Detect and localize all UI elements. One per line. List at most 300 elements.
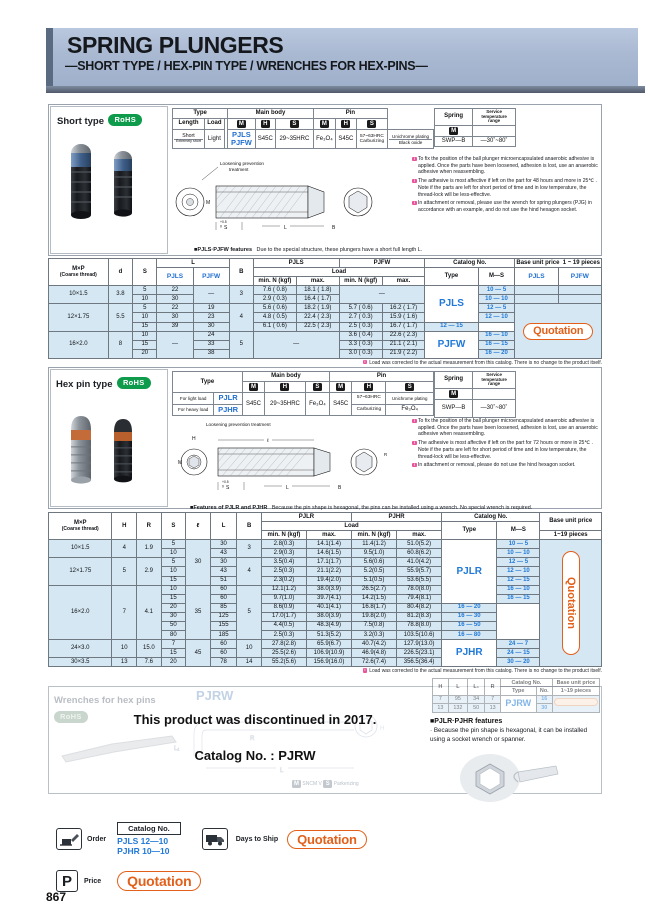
cell-lr-max: 51.3(5.2) (306, 631, 351, 640)
spec-code-pjhr: PJHR (214, 404, 242, 416)
cell-s: 15 (161, 649, 186, 658)
page-header-banner (46, 28, 638, 86)
cell-l-pjls: 22 (157, 286, 193, 295)
spec-pin-h: 57~63HRC Carburizing (356, 129, 387, 149)
cell-lr-max: 14.6(1.5) (306, 549, 351, 558)
svg-text:H: H (192, 436, 196, 442)
spec-load-heavy: For heavy load (173, 404, 214, 416)
cell-s: 80 (161, 631, 186, 640)
cell-s: 10 (161, 549, 186, 558)
wrench-label: Wrenches for hex pins (54, 695, 156, 706)
spec-body-s: Fe₃O₄ (305, 392, 329, 415)
cell-pjls-max: 22.4 ( 2.3) (296, 313, 339, 322)
price-label: Price (84, 877, 102, 885)
spec-code-pjls: PJLS (231, 129, 251, 139)
quotation-cell-short (515, 304, 602, 358)
table-row (49, 658, 602, 667)
note-item: ! The adhesive is most affective if left on the part for 48 hours and more in 25℃ . Note if the parts are left for short period of time and in low temperature, the thread-lock will be less-effective. (412, 178, 598, 198)
cell-mxp: 12×1.75 (49, 558, 112, 585)
quotation-cell-hex (540, 540, 602, 667)
cell-lr-max: 156.9(16.0) (306, 658, 351, 667)
order-block (56, 822, 367, 892)
cell-hr-max: 79.4(8.1) (397, 594, 442, 603)
cell-b: 4 (229, 304, 253, 331)
wrench-code: PJRW (196, 688, 234, 703)
col-l-pjfw: PJFW (193, 268, 229, 286)
short-type-footnote: ! Load was corrected to the actual measurement from this catalog. There is no change to the product itself. (364, 358, 602, 366)
table-row (49, 585, 602, 594)
hex-pin-drawing (172, 416, 408, 494)
price-value[interactable]: Quotation (117, 871, 201, 891)
cell-hr-max: 78.0(8.0) (397, 585, 442, 594)
cell-hr-min: 14.2(1.5) (352, 594, 397, 603)
col-pjls-min: min. N (kgf) (253, 277, 296, 286)
cell-h: 7 (433, 695, 449, 703)
cell-hr-max: 81.2(8.3) (397, 612, 442, 621)
cell-l-pjfw: 23 (193, 313, 229, 322)
note-item: ! To fix the position of the ball plunger microencapsulated anaerobic adhesive is applied. Once the parts have been loosened, adhesion is lost, use an anaerobic adhesive when reassembling. (412, 418, 598, 438)
spec-header-pin: Pin (313, 109, 387, 119)
cell-l-pjfw: 30 (193, 322, 229, 331)
svg-text:Loosening prevention treatment: Loosening prevention treatment (206, 422, 271, 427)
cell-mxp: 12×1.75 (49, 304, 109, 331)
col-qty: 1~19 pieces (552, 687, 599, 695)
cell-l: 125 (210, 612, 237, 621)
mark-m-icon: M (294, 781, 299, 787)
col-r: R (485, 679, 501, 696)
spec-length-sub: Extremely short (174, 139, 203, 144)
spec-pin-s: Unichrome plating (386, 392, 434, 404)
cell-lr-min: 12.1(1.2) (261, 585, 306, 594)
cell-mxp: 30×3.5 (49, 658, 112, 667)
cell-r: 13 (485, 704, 501, 712)
cell-l: 185 (210, 631, 237, 640)
col-pjhr-max: max. (397, 531, 442, 540)
cell-ms: 12 — 10 (478, 313, 515, 322)
table-row (49, 286, 602, 295)
hex-pin-label: Hex pin type (56, 379, 113, 390)
cell-ms: 24 — 15 (497, 649, 540, 658)
cell-no: 16 (536, 695, 552, 703)
cell-hr-max: 60.8(6.2) (397, 549, 442, 558)
cell-l1: 34 (468, 695, 485, 703)
cell-hr-max: 356.5(36.4) (397, 658, 442, 667)
spec-header-length: Length (173, 118, 205, 129)
cell-l-pjfw: 19 (193, 304, 229, 313)
cell-pjfw-max: 21.9 ( 2.2) (382, 349, 425, 358)
cell-ms: 16 — 80 (442, 631, 497, 640)
svg-text:S: S (224, 225, 228, 231)
col-catalog-group: Catalog No. (500, 679, 552, 687)
cell-ms: 16 — 20 (442, 603, 497, 612)
svg-text:Loosening prevention: Loosening prevention (220, 161, 264, 166)
cell-lr-max: 48.3(4.9) (306, 621, 351, 630)
spec-mark-body-s: S (305, 381, 329, 392)
cell-d: 8 (108, 331, 132, 358)
quotation-badge[interactable]: Quotation (562, 551, 580, 655)
col-qty: 1~19 pieces (540, 531, 602, 540)
cell-s: 10 (133, 331, 157, 340)
col-pjfw-group: PJFW (339, 259, 425, 268)
cell-lr-max: 14.1(1.4) (306, 540, 351, 549)
cell-pjls-max: 18.2 ( 1.9) (296, 304, 339, 313)
cell-b: 5 (237, 585, 262, 639)
spec-mark-body-m: M (228, 118, 255, 129)
cell-lr-min: 2.9(0.3) (261, 549, 306, 558)
days-to-ship-value[interactable]: Quotation (287, 830, 367, 849)
cell-l: 51 (210, 576, 237, 585)
cell-l: 60 (210, 649, 237, 658)
spec-service-value: —30˚~80˚ (473, 136, 516, 146)
cell-l-pjls: 39 (157, 322, 193, 331)
col-pjls-group: PJLS (253, 259, 339, 268)
cell-hr-min: 7.5(0.8) (352, 621, 397, 630)
col-pjls-max: max. (296, 277, 339, 286)
spec-code-pjfw: PJFW (230, 138, 252, 148)
cell-pjls-max: 22.5 ( 2.3) (296, 322, 339, 331)
col-b: B (237, 513, 262, 540)
hex-pin-notes (412, 418, 598, 471)
cell-lr-max: 40.1(4.1) (306, 603, 351, 612)
cell-type-pjls: PJLS (425, 286, 478, 322)
spec-pin-s-2: Fe₃O₄ (386, 404, 434, 416)
cell-pjls-min: 6.1 ( 0.6) (253, 322, 296, 331)
short-type-drawing (172, 152, 406, 234)
cell-lr-min: 2.3(0.2) (261, 576, 306, 585)
cell-lr-max: 65.9(6.7) (306, 640, 351, 649)
col-pjfw-min: min. N (kgf) (339, 277, 382, 286)
cell-pjfw-min: 2.7 ( 0.3) (339, 313, 382, 322)
cell-lr-min: 8.6(0.9) (261, 603, 306, 612)
cell-ms: 16 — 10 (478, 331, 515, 340)
short-type-product-image (51, 131, 167, 249)
cell-hr-min: 19.8(2.0) (352, 612, 397, 621)
cell-hr-max: 78.8(8.0) (397, 621, 442, 630)
cell-r: 7 (485, 695, 501, 703)
cell-el: 35 (186, 585, 211, 639)
col-no: No. (536, 687, 552, 695)
cell-pjls-min: 7.6 ( 0.8) (253, 286, 296, 295)
cell-l: 30 (210, 540, 237, 549)
col-price-pjfw: PJFW (558, 268, 601, 286)
svg-text:B: B (338, 485, 342, 491)
cell-hr-min: 5.6(0.6) (352, 558, 397, 567)
cell-pjls-max: 16.4 ( 1.7) (296, 295, 339, 304)
spec-mark-body-m: M (242, 381, 264, 392)
cell-s: 10 (161, 585, 186, 594)
svg-text:ℓ: ℓ (267, 438, 269, 444)
cell-h: 4 (112, 540, 137, 558)
spec-body-h: 29~35HRC (265, 392, 306, 415)
cell-pjfw-min: 3.6 ( 0.4) (339, 331, 382, 340)
cell-ms: 12 — 15 (425, 322, 478, 331)
col-r: R (137, 513, 162, 540)
cell-l: 60 (210, 594, 237, 603)
spec-header-service: Service temperature range (473, 109, 516, 126)
order-catalog-label: Catalog No. (117, 822, 181, 835)
cell-hr-max: 103.5(10.6) (397, 631, 442, 640)
cell-hr-min: 5.2(0.5) (352, 567, 397, 576)
note-item: ! To fix the position of the ball plunger microencapsulated anaerobic adhesive is applied. Once the parts have been loosened, adhesion is lost, use an anaerobic adhesive when reassembling. (412, 156, 598, 176)
hex-pin-data-table (48, 512, 602, 667)
cell-s: 15 (133, 340, 157, 349)
cell-s: 20 (161, 658, 186, 667)
svg-text:L₁: L₁ (174, 746, 180, 752)
cell-pjfw-max: 22.6 ( 2.3) (382, 331, 425, 340)
short-type-notes (412, 156, 598, 216)
spec-header-main-body: Main body (228, 109, 313, 119)
cell-pjfw-min: 3.0 ( 0.3) (339, 349, 382, 358)
cell-ms: 10 — 5 (478, 286, 515, 295)
cell-pjls-min: 4.8 ( 0.5) (253, 313, 296, 322)
svg-text:M: M (206, 200, 211, 206)
col-mxp: M×P (Coarse thread) (49, 259, 109, 286)
svg-text:H: H (380, 726, 384, 732)
price-icon: P (56, 870, 78, 892)
feature-text: Due to the special structure, these plungers have a short full length L. (256, 247, 423, 253)
short-type-product-cell (50, 106, 168, 254)
spec-header-service: Service temperature range (473, 372, 516, 389)
cell-hr-max: 53.6(5.5) (397, 576, 442, 585)
spec-header-spring: Spring (435, 372, 473, 389)
quotation-badge[interactable]: Quotation (523, 323, 593, 340)
order-icon (56, 828, 82, 850)
rohs-badge: RoHS (108, 114, 142, 126)
col-l1: L₁ (468, 679, 485, 696)
cell-el: 30 (186, 540, 211, 585)
cell-pjls-max: 18.1 ( 1.8) (296, 286, 339, 295)
rohs-badge: RoHS (54, 711, 88, 723)
spec-header-pin: Pin (330, 372, 434, 382)
spec-pin-m: S45C (330, 392, 352, 415)
features-heading: ■PJLR·PJHR features (430, 718, 503, 725)
cell-lr-min: 27.8(2.8) (261, 640, 306, 649)
col-price-pjls: PJLS (515, 268, 558, 286)
page-number: 867 (46, 890, 67, 904)
cell-l-pjfw: — (193, 286, 229, 304)
table-row (49, 304, 602, 313)
cell-lr-min: 2.8(0.3) (261, 540, 306, 549)
cell-mxp: 24×3.0 (49, 640, 112, 658)
svg-text:0: 0 (222, 484, 224, 489)
short-type-data-table (48, 258, 602, 359)
svg-text:0: 0 (220, 224, 222, 229)
table-row (49, 540, 602, 549)
spec-mark-body-h: H (265, 381, 306, 392)
col-l: L (448, 679, 467, 696)
cell-ms: 16 — 15 (497, 594, 540, 603)
cell-ms: 16 — 20 (478, 349, 515, 358)
cell-ms: 12 — 10 (497, 567, 540, 576)
spec-mark-pin-s: S (356, 118, 387, 129)
cell-pjfw-max: 15.9 ( 1.6) (382, 313, 425, 322)
warning-icon: ! (364, 667, 366, 673)
cell-s: 15 (133, 322, 157, 331)
spec-mark-pin-m: M (313, 118, 335, 129)
col-pjlr-group: PJLR (261, 513, 351, 522)
cell-h: 13 (433, 704, 449, 712)
cell-l-pjfw: 33 (193, 340, 229, 349)
svg-text:+0.5: +0.5 (222, 480, 229, 484)
spec-mark-spring: M (435, 125, 473, 136)
col-catalog-group: Catalog No. (425, 259, 515, 268)
cell-lr-min: 2.5(0.3) (261, 631, 306, 640)
cell-pjls-min: 2.9 ( 0.3) (253, 295, 296, 304)
cell-pjfw-min: 3.3 ( 0.3) (339, 340, 382, 349)
cell-mxp: 16×2.0 (49, 331, 109, 358)
cell-type-pjlr: PJLR (442, 540, 497, 604)
cell-b: 4 (237, 558, 262, 585)
spec-header-spring: Spring (435, 109, 473, 126)
pjlr-pjhr-features (430, 718, 602, 744)
page-subtitle: —SHORT TYPE / HEX-PIN TYPE / WRENCHES FOR HEX-PINS— (65, 59, 428, 74)
cell-lr-max: 19.4(2.0) (306, 576, 351, 585)
cell-lr-min: 25.5(2.6) (261, 649, 306, 658)
spec-mark-pin-s: S (386, 381, 434, 392)
table-row (49, 640, 602, 649)
spec-code-pjlr: PJLR (214, 392, 242, 404)
hex-pin-product-cell (50, 369, 168, 507)
cell-hr-max: 226.5(23.1) (397, 649, 442, 658)
cell-l-pjls: — (157, 331, 193, 358)
cell-price (552, 695, 599, 712)
cell-l-pjfw: 24 (193, 331, 229, 340)
cell-mxp: 10×1.5 (49, 286, 109, 304)
cell-lr-min: 3.5(0.4) (261, 558, 306, 567)
cell-s: 50 (161, 621, 186, 630)
feature-label: ■Features of PJLR and PJHR (190, 505, 268, 511)
note-item: ! The adhesive is most affective if left on the part for 72 hours or more in 25℃ . Note if the parts are left for short period of time and in low temperature, the thread-lock will be less-effective. (412, 440, 598, 460)
socket-wrench-illustration (452, 752, 562, 806)
col-pjlr-max: max. (306, 531, 351, 540)
mark-s-icon: S (323, 780, 332, 788)
spec-pin-h: 57~63HRC (352, 392, 386, 404)
cell-l: 30 (210, 558, 237, 567)
cell-mxp: 16×2.0 (49, 585, 112, 639)
wrench-table (432, 678, 600, 713)
cell-s: 5 (161, 558, 186, 567)
spec-header-type: Type (173, 109, 228, 119)
col-s: S (133, 259, 157, 286)
cell-l-pjfw: 38 (193, 349, 229, 358)
cell-hr-min: 46.9(4.8) (352, 649, 397, 658)
svg-text:L: L (280, 768, 284, 774)
col-catalog-group: Catalog No. (442, 513, 540, 522)
feature-label: ■PJLS·PJFW features (194, 247, 253, 253)
svg-text:R: R (384, 452, 388, 457)
cell-hr-min: 40.7(4.2) (352, 640, 397, 649)
cell-lr-max: 38.0(3.9) (306, 612, 351, 621)
cell-s: 30 (161, 612, 186, 621)
cell-ms: 10 — 5 (497, 540, 540, 549)
cell-pjfw-max: 16.2 ( 1.7) (382, 304, 425, 313)
col-el: ℓ (186, 513, 211, 540)
cell-r: 1.9 (137, 540, 162, 558)
cell-s: 10 (133, 295, 157, 304)
col-l: L (210, 513, 237, 540)
cell-lr-max: 21.1(2.2) (306, 567, 351, 576)
cell-s: 15 (161, 594, 186, 603)
cell-s: 20 (133, 349, 157, 358)
short-type-feature-line (194, 238, 594, 256)
spec-mark-pin-h: H (352, 381, 386, 392)
col-d: d (108, 259, 132, 286)
cell-ms: 12 — 5 (478, 304, 515, 313)
discontinued-message-line1: This product was discontinued in 2017. (133, 712, 377, 727)
spec-header-load: Load (204, 118, 224, 129)
cell-pjls-na: — (253, 331, 339, 358)
short-type-spec-table-wrap (172, 108, 434, 149)
hex-pin-footnote: ! Load was corrected to the actual measurement from this catalog. There is no change to the product itself. (364, 667, 602, 675)
feature-text: Because the pin shape is hexagonal, the pins can be installed using a wrench. No special wrench is required. (271, 505, 533, 511)
cell-ms: 30 — 20 (497, 658, 540, 667)
col-s: S (161, 513, 186, 540)
spec-mark-body-h: H (255, 118, 276, 129)
cell-lr-max: 39.7(4.1) (306, 594, 351, 603)
cell-hr-min: 9.5(1.0) (352, 549, 397, 558)
cell-l: 85 (210, 603, 237, 612)
cell-pjfw-min: 5.7 ( 0.6) (339, 304, 382, 313)
col-mxp: M×P (Coarse thread) (49, 513, 112, 540)
cell-d: 3.8 (108, 286, 132, 304)
cell-hr-min: 26.5(2.7) (352, 585, 397, 594)
cell-no: 30 (536, 704, 552, 712)
cell-hr-max: 55.9(5.7) (397, 567, 442, 576)
cell-lr-max: 17.1(1.7) (306, 558, 351, 567)
cell-l: 132 (448, 704, 467, 712)
cell-l: 95 (448, 695, 467, 703)
cell-hr-min: 5.1(0.5) (352, 576, 397, 585)
cell-hr-min: 3.2(0.3) (352, 631, 397, 640)
spec-mark-pin-m: M (330, 381, 352, 392)
short-type-spec-table (172, 108, 434, 149)
cell-s: 5 (133, 286, 157, 295)
page-title: SPRING PLUNGERS (67, 32, 284, 58)
cell-pjfw-min: 2.5 ( 0.3) (339, 322, 382, 331)
cell-pjls-min: 5.6 ( 0.6) (253, 304, 296, 313)
short-type-data-table-wrap (48, 258, 602, 366)
cell-d: 5.5 (108, 304, 132, 331)
table-row (49, 558, 602, 567)
cell-type-pjhr: PJHR (442, 640, 497, 667)
order-catalog-line-2: PJHR 10—10 (117, 846, 170, 856)
spec-load-value: Light (204, 129, 224, 149)
spec-pin-s: Unichrome plating Black oxide (388, 129, 434, 149)
cell-mxp: 10×1.5 (49, 540, 112, 558)
cell-price-pjfw (558, 286, 601, 295)
cell-l-pjls: 30 (157, 313, 193, 322)
spec-body-m: S45C (242, 392, 264, 415)
spec-header-type: Type (173, 372, 243, 393)
cell-l: 155 (210, 621, 237, 630)
cell-lr-min: 2.5(0.3) (261, 567, 306, 576)
cell-r: 4.1 (137, 585, 162, 639)
cell-type-pjfw: PJFW (425, 331, 478, 358)
cell-lr-max: 106.9(10.9) (306, 649, 351, 658)
short-type-spec-table-right (434, 108, 516, 147)
note-item: ! In attachment or removal, please do not use the hind hexagon socket. (412, 462, 598, 469)
hex-pin-spec-table-wrap (172, 371, 434, 416)
spec-spring-value: SWP—B (435, 399, 473, 417)
cell-s: 20 (161, 603, 186, 612)
cell-pjfw-max: 16.7 ( 1.7) (382, 322, 425, 331)
cell-r: 2.9 (137, 558, 162, 585)
wrench-table-wrap (432, 678, 600, 713)
discontinued-message-line2: Catalog No. : PJRW (194, 748, 316, 763)
cell-b: 3 (237, 540, 262, 558)
note-item: ! In attachment or removal, please use the wrench for spring plungers (PJG) in accordance with an example, and do not use the hind hexagon socket. (412, 200, 598, 213)
cell-pjfw-max: 21.1 ( 2.1) (382, 340, 425, 349)
